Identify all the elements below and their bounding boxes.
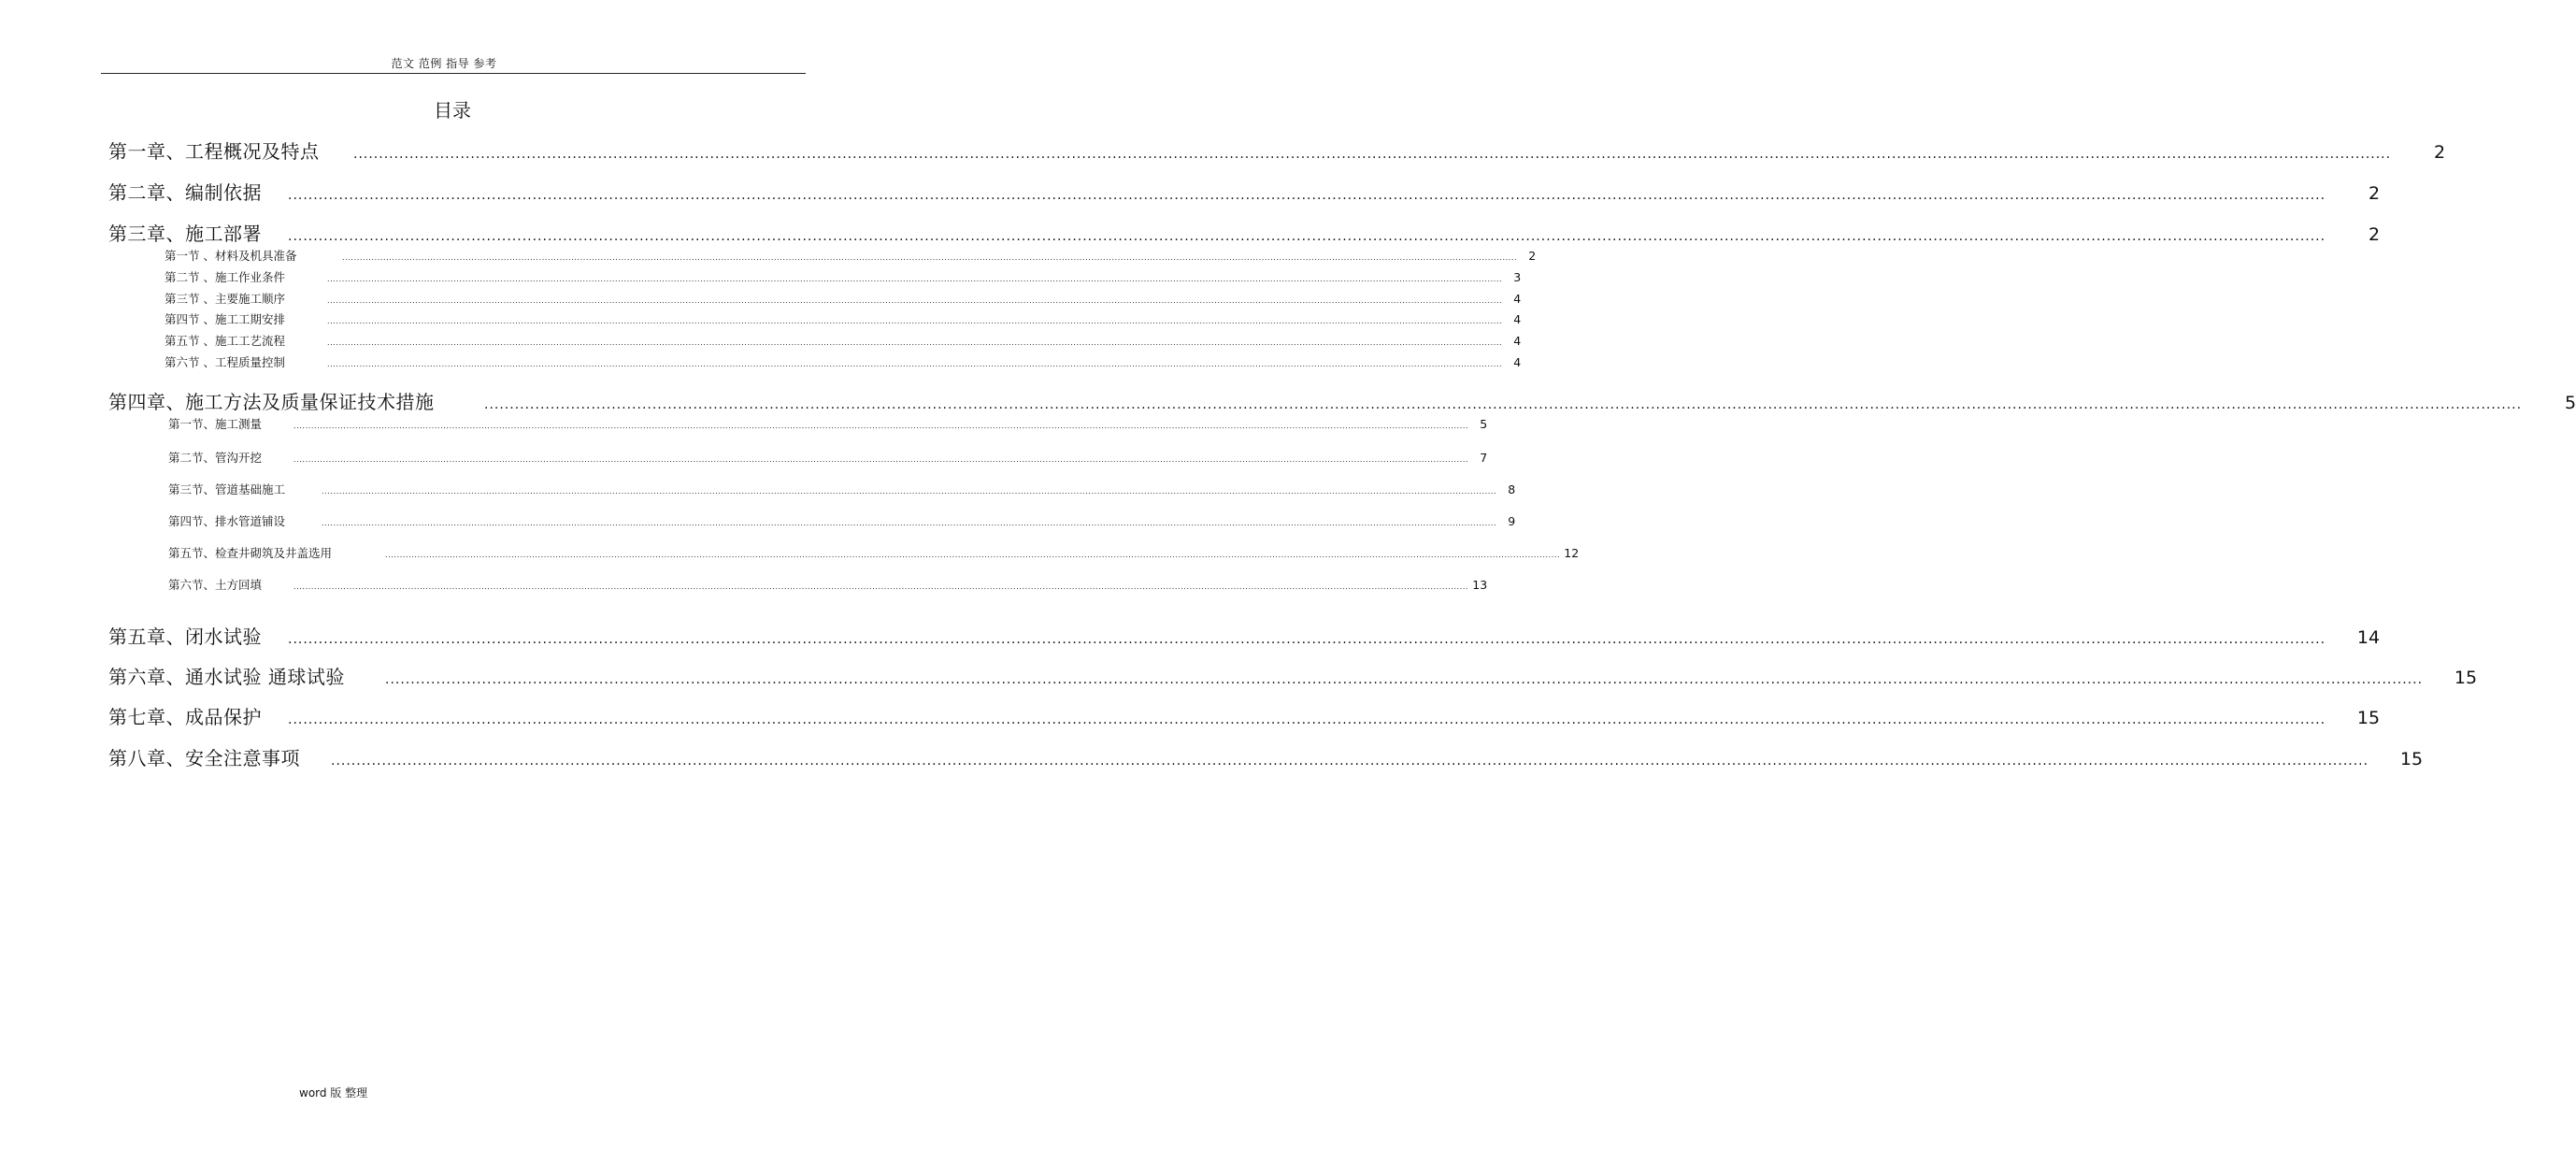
leader-dots: ................................................................................................................................................................................................................................................................................................................................................................................................................ (288, 229, 2326, 244)
section-page: 5 (1480, 417, 1488, 431)
leader-dots: ................................................................................................................................................................................................................................................................................................................................................................................................................ (293, 455, 1469, 464)
toc-chapter-7[interactable] (108, 702, 2381, 728)
chapter-page: 14 (2356, 627, 2381, 648)
toc-chapter-6[interactable] (108, 662, 2478, 688)
chapter-page: 2 (2433, 142, 2446, 163)
toc-section-3-4[interactable] (165, 310, 1522, 327)
toc-chapter-2[interactable] (108, 178, 2381, 204)
leader-dots: ................................................................................................................................................................................................................................................................................................................................................................................................................ (385, 672, 2424, 687)
toc-section-3-1[interactable] (165, 247, 1537, 264)
section-label: 第一节、施工测量 (168, 417, 263, 431)
section-label: 第五节、检查井砌筑及井盖选用 (168, 546, 333, 560)
toc-section-3-2[interactable] (165, 268, 1522, 285)
toc-title: 目录 (434, 99, 471, 122)
chapter-label: 第四章、施工方法及质量保证技术措施 (108, 391, 435, 413)
chapter-label: 第一章、工程概况及特点 (108, 140, 320, 163)
leader-dots: ................................................................................................................................................................................................................................................................................................................................................................................................................ (288, 632, 2326, 647)
section-page: 4 (1513, 312, 1522, 326)
section-label: 第二节 、施工作业条件 (165, 270, 285, 284)
chapter-page: 15 (2356, 708, 2381, 728)
leader-dots: ................................................................................................................................................................................................................................................................................................................................................................................................................ (327, 317, 1503, 325)
chapter-label: 第五章、闭水试验 (108, 625, 262, 648)
section-label: 第六节、土方回填 (168, 578, 263, 592)
leader-dots: ................................................................................................................................................................................................................................................................................................................................................................................................................ (288, 712, 2326, 727)
leader-dots: ................................................................................................................................................................................................................................................................................................................................................................................................................ (327, 360, 1503, 368)
leader-dots: ................................................................................................................................................................................................................................................................................................................................................................................................................ (484, 397, 2523, 412)
leader-dots: ................................................................................................................................................................................................................................................................................................................................................................................................................ (327, 296, 1503, 305)
leader-dots: ................................................................................................................................................................................................................................................................................................................................................................................................................ (293, 422, 1469, 430)
leader-dots: ................................................................................................................................................................................................................................................................................................................................................................................................................ (293, 582, 1469, 591)
leader-dots: ................................................................................................................................................................................................................................................................................................................................................................................................................ (353, 147, 2392, 162)
toc-section-3-3[interactable] (165, 290, 1522, 307)
section-page: 2 (1528, 249, 1537, 263)
toc-section-4-3[interactable] (168, 481, 1516, 497)
section-page: 4 (1513, 292, 1522, 306)
toc-section-4-6[interactable] (168, 576, 1488, 593)
leader-dots: ................................................................................................................................................................................................................................................................................................................................................................................................................ (331, 754, 2369, 769)
chapter-page: 15 (2454, 668, 2478, 688)
chapter-page: 5 (2564, 393, 2576, 413)
section-label: 第五节 、施工工艺流程 (165, 334, 285, 348)
toc-chapter-1[interactable] (108, 137, 2446, 163)
page-footer: word 版 整理 (299, 1086, 368, 1100)
chapter-label: 第三章、施工部署 (108, 223, 262, 245)
toc-section-3-5[interactable] (165, 332, 1522, 349)
section-label: 第四节 、施工工期安排 (165, 312, 285, 326)
chapter-label: 第八章、安全注意事项 (108, 747, 300, 769)
toc-chapter-4[interactable] (108, 387, 2576, 413)
section-label: 第二节、管沟开挖 (168, 451, 263, 465)
chapter-page: 2 (2368, 183, 2381, 204)
section-label: 第四节、排水管道铺设 (168, 514, 286, 528)
section-page: 4 (1513, 355, 1522, 369)
toc-section-4-5[interactable] (168, 544, 1580, 561)
section-page: 8 (1508, 482, 1516, 496)
leader-dots: ................................................................................................................................................................................................................................................................................................................................................................................................................ (322, 487, 1497, 496)
toc-chapter-8[interactable] (108, 743, 2424, 769)
chapter-label: 第六章、通水试验 通球试验 (108, 666, 345, 688)
section-label: 第三节 、主要施工顺序 (165, 292, 285, 306)
toc-chapter-5[interactable] (108, 622, 2381, 648)
toc-chapter-3[interactable] (108, 219, 2381, 245)
section-label: 第六节 、工程质量控制 (165, 355, 285, 369)
chapter-page: 2 (2368, 224, 2381, 245)
chapter-label: 第二章、编制依据 (108, 181, 262, 204)
chapter-label: 第七章、成品保护 (108, 706, 262, 728)
section-page: 9 (1508, 514, 1516, 528)
section-page: 7 (1480, 451, 1488, 465)
toc-section-4-4[interactable] (168, 512, 1516, 529)
section-page: 13 (1472, 578, 1488, 592)
toc-section-4-2[interactable] (168, 449, 1488, 466)
leader-dots: ................................................................................................................................................................................................................................................................................................................................................................................................................ (385, 551, 1561, 559)
leader-dots: ................................................................................................................................................................................................................................................................................................................................................................................................................ (288, 188, 2326, 203)
toc-section-3-6[interactable] (165, 353, 1522, 370)
page-header: 范文 范例 指导 参考 (391, 57, 497, 70)
section-label: 第一节 、材料及机具准备 (165, 249, 297, 263)
section-page: 12 (1564, 546, 1580, 560)
section-label: 第三节、管道基础施工 (168, 482, 286, 496)
chapter-page: 15 (2399, 749, 2424, 769)
leader-dots: ................................................................................................................................................................................................................................................................................................................................................................................................................ (342, 253, 1518, 262)
section-page: 3 (1513, 270, 1522, 284)
header-rule (101, 73, 806, 74)
leader-dots: ................................................................................................................................................................................................................................................................................................................................................................................................................ (327, 338, 1503, 347)
leader-dots: ................................................................................................................................................................................................................................................................................................................................................................................................................ (322, 519, 1497, 527)
toc-section-4-1[interactable] (168, 415, 1488, 432)
section-page: 4 (1513, 334, 1522, 348)
leader-dots: ................................................................................................................................................................................................................................................................................................................................................................................................................ (327, 275, 1503, 283)
